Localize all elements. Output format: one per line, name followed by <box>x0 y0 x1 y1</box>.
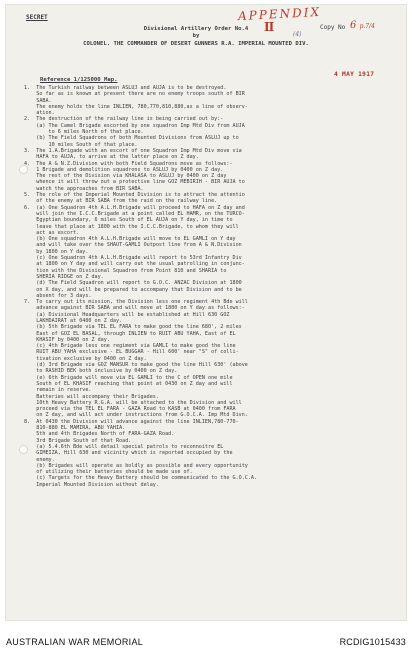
body-line: enemy. <box>24 456 55 463</box>
document-page <box>6 5 406 620</box>
body-line: proceed via the TEL EL FARA - GAZA Road to KASB at 0400 from FARA <box>24 406 236 413</box>
body-line: 810-880 EL MAMIRA, ABU YAHIA. <box>24 425 126 432</box>
body-line: tion with the Divisional Squadron from Point 810 and SHARIA to <box>24 267 227 274</box>
body-line: on Z day, and will act under instructions from G.O.C.A. Imp Mtd Divn. <box>24 412 248 419</box>
body-line: KHASIF by 0400 on Z day. <box>24 336 110 343</box>
body-line: tivation exclusive by 0400 on Z day. <box>24 355 147 362</box>
body-line: advance against BIR SABA and will move at 1800 on Y day as follows:- <box>24 305 245 312</box>
body-line: 2. The destruction of the railway line is being carried out by:- <box>24 116 224 123</box>
body-line: at 1800 on Y day and will carry out the usual patrolling in conjunc- <box>24 261 245 268</box>
body-line: to RASHID BEK both inclusive by 0400 on Z day. <box>24 368 178 375</box>
body-line: of the enemy at BIR SABA from the raid on the railway line. <box>24 198 218 205</box>
title-line: Divisional Artillery Order No.4 <box>143 26 249 32</box>
body-line: 3. The 1.A.Brigade with an escort of one Squadron Imp Mtd Div move via <box>24 147 242 154</box>
title-line: by <box>192 33 200 40</box>
body-line: 1 Brigade and demolition squadrons to ASLUJ by 0400 on Z day. <box>24 166 224 173</box>
institution-label: AUSTRALIAN WAR MEMORIAL <box>6 637 144 647</box>
body-line: act as escort. <box>24 229 80 236</box>
body-line: 7. To carry out its mission, the Division less one regiment 4th Bde will <box>24 299 248 306</box>
body-line: watch the approaches from BIR SABA. <box>24 185 144 192</box>
footer <box>0 633 412 654</box>
copy-note: p.7/4 <box>359 23 375 30</box>
body-line: (a) The Camel Brigade escorted by one squadron Imp Mtd Div from AUJA <box>24 122 245 129</box>
body-line: will join the I.C.C.Brigade at a point called EL HAMR, on the TURCO- <box>24 210 245 217</box>
body-line: 5. The role of the Imperial Mounted Division is to attract the attentio <box>24 192 245 199</box>
body-line: (b) Brigades will operate as boldly as possible and every opportunity <box>24 462 248 469</box>
body-line: 10th Heavy Battery R.G.A. will be attached to the Division and will <box>24 399 242 406</box>
body-line: SABA. <box>24 97 52 104</box>
body-line: (d) 3rd Brigade via GOZ MANSUR to make good the line Hill 630' (above <box>24 362 248 369</box>
copy-label: Copy No <box>320 24 346 31</box>
body-line: whence it will throw out a protective line GOZ MEBIRIH - BIR AUJA to <box>24 179 245 186</box>
body-line: Imperial Mounted Division without delay. <box>24 481 159 488</box>
body-line: 4. The A & N.Z.Division with both Field Squadrons move as follows:- <box>24 160 233 167</box>
body-line: by 1800 on Y day. <box>24 248 89 255</box>
body-line: (c) One Squadron 4th A.L.H.Brigade will report to 53rd Infantry Div <box>24 255 242 262</box>
body-line: South of EL KHASIF reaching that point at 0430 on Z day and will <box>24 380 233 387</box>
body-line: So far as is known at present there are no enemy troops south of BIR <box>24 91 245 98</box>
body-line: remain in reserve. <box>24 387 92 394</box>
body-line: 3rd Brigade South of that Road. <box>24 437 132 444</box>
record-id: RCDIG1015433 <box>339 637 406 647</box>
body-line: East of GOZ EL BASAL, through INLIEN to RUIT ABU YAHA, East of EL <box>24 330 236 337</box>
body-line: (c) 4th Brigade less one regiment via GAMLI to make good the line <box>24 343 236 350</box>
handwritten-note: (4) <box>293 31 302 38</box>
copy-number <box>350 20 375 31</box>
body-line: (c) Targets for the Heavy Battery should be communicated to the G.O.C.A. <box>24 475 258 482</box>
classification-label: SECRET <box>26 14 48 21</box>
body-line: leave that place at 1800 with the I.C.C.Brigade, to whom they will <box>24 223 239 230</box>
body-line: ation. <box>24 110 55 117</box>
body-line: HAFA to AUJA, to arrive at the latter place on Z day. <box>24 154 199 161</box>
body-line: Batteries will accompany their Brigades. <box>24 393 159 400</box>
order-title <box>46 26 346 48</box>
body-line: of utilizing their batteries should be made use of. <box>24 469 193 476</box>
body-line: (b) 5th Brigade via TEL EL FARA to make good the line 680', 2 miles <box>24 324 242 331</box>
body-line: The enemy holds the line INLIEN, 780,770,810,880,as a line of observ- <box>24 103 248 110</box>
body-line: (a) Divisional Headquarters will be established at Hill 630 GOZ <box>24 311 230 318</box>
body-line: LAKHDAIRAT at 0400 on Z day. <box>24 317 123 324</box>
body-line: GIMEIZA, Hill 630 and vicinity which is reported occupied by the <box>24 450 233 457</box>
body-line: (d) The Field Squadron will report to G.O.C. ANZAC Division at 1800 <box>24 280 242 287</box>
body-line: on X day, and will be prepared to accompany that Division and to be <box>24 286 242 293</box>
body-line: absent for 3 days. <box>24 292 92 299</box>
body-line: to 6 miles North of that place. <box>24 129 144 136</box>
body-line: SHERIA RIDGE on Z day. <box>24 273 104 280</box>
title-line: COLONEL. THE COMMANDER OF DESERT GUNNERS R.A. IMPERIAL MOUNTED DIV. <box>83 40 309 47</box>
body-line: The rest of the Division via KHALASA to ASLUJ by 0400 on Z day <box>24 173 227 180</box>
date-stamp: 4 MAY 1917 <box>334 71 375 78</box>
body-line: (e) 6th Brigade will move via EL GAMLI to the C of OPEN one mile <box>24 374 233 381</box>
body-line: Egyptian boundary, 6 miles South of EL AUJA on Y day, in time to <box>24 217 233 224</box>
body-line: (b) One squadron 4th A.L.H.Brigade will move to EL GAMLI on Y day <box>24 236 236 243</box>
appendix-annotation: APPENDIX <box>237 5 322 24</box>
body-line: (b) The Field Squadrons of both Mounted Divisions from ASLUJ up to <box>24 135 239 142</box>
body-line: 10 miles South of that place. <box>24 141 138 148</box>
body-line: and will take over the SHAUT-GAMLI Outpost line from A & N.Division <box>24 242 242 249</box>
body-line: 8. At 0430 the Division will advance against the line INLIEN,780-770- <box>24 418 239 425</box>
order-body <box>24 85 402 488</box>
body-line: RUIT ABU YAHA exclusive - EL BUGGAR - Hill 600' near "S" of colli- <box>24 349 239 356</box>
body-line: (a) 5.4.6th Bde will detail special patrols to reconnoitre EL <box>24 443 224 450</box>
body-line: 1. The Turkish railway between ASLUJ and AUJA is to be destroyed. <box>24 85 227 91</box>
copy-number-value: 6 <box>350 20 357 31</box>
body-line: 5th and 4th Brigades North of FARA-GAZA Road. <box>24 431 175 438</box>
appendix-numeral: II <box>264 20 274 34</box>
map-reference: Reference 1/125000 Map. <box>40 77 118 83</box>
body-line: 6. (a) One Squadron 4th A.L.H.Brigade will proceed to HAFA on Z day and <box>24 204 245 211</box>
